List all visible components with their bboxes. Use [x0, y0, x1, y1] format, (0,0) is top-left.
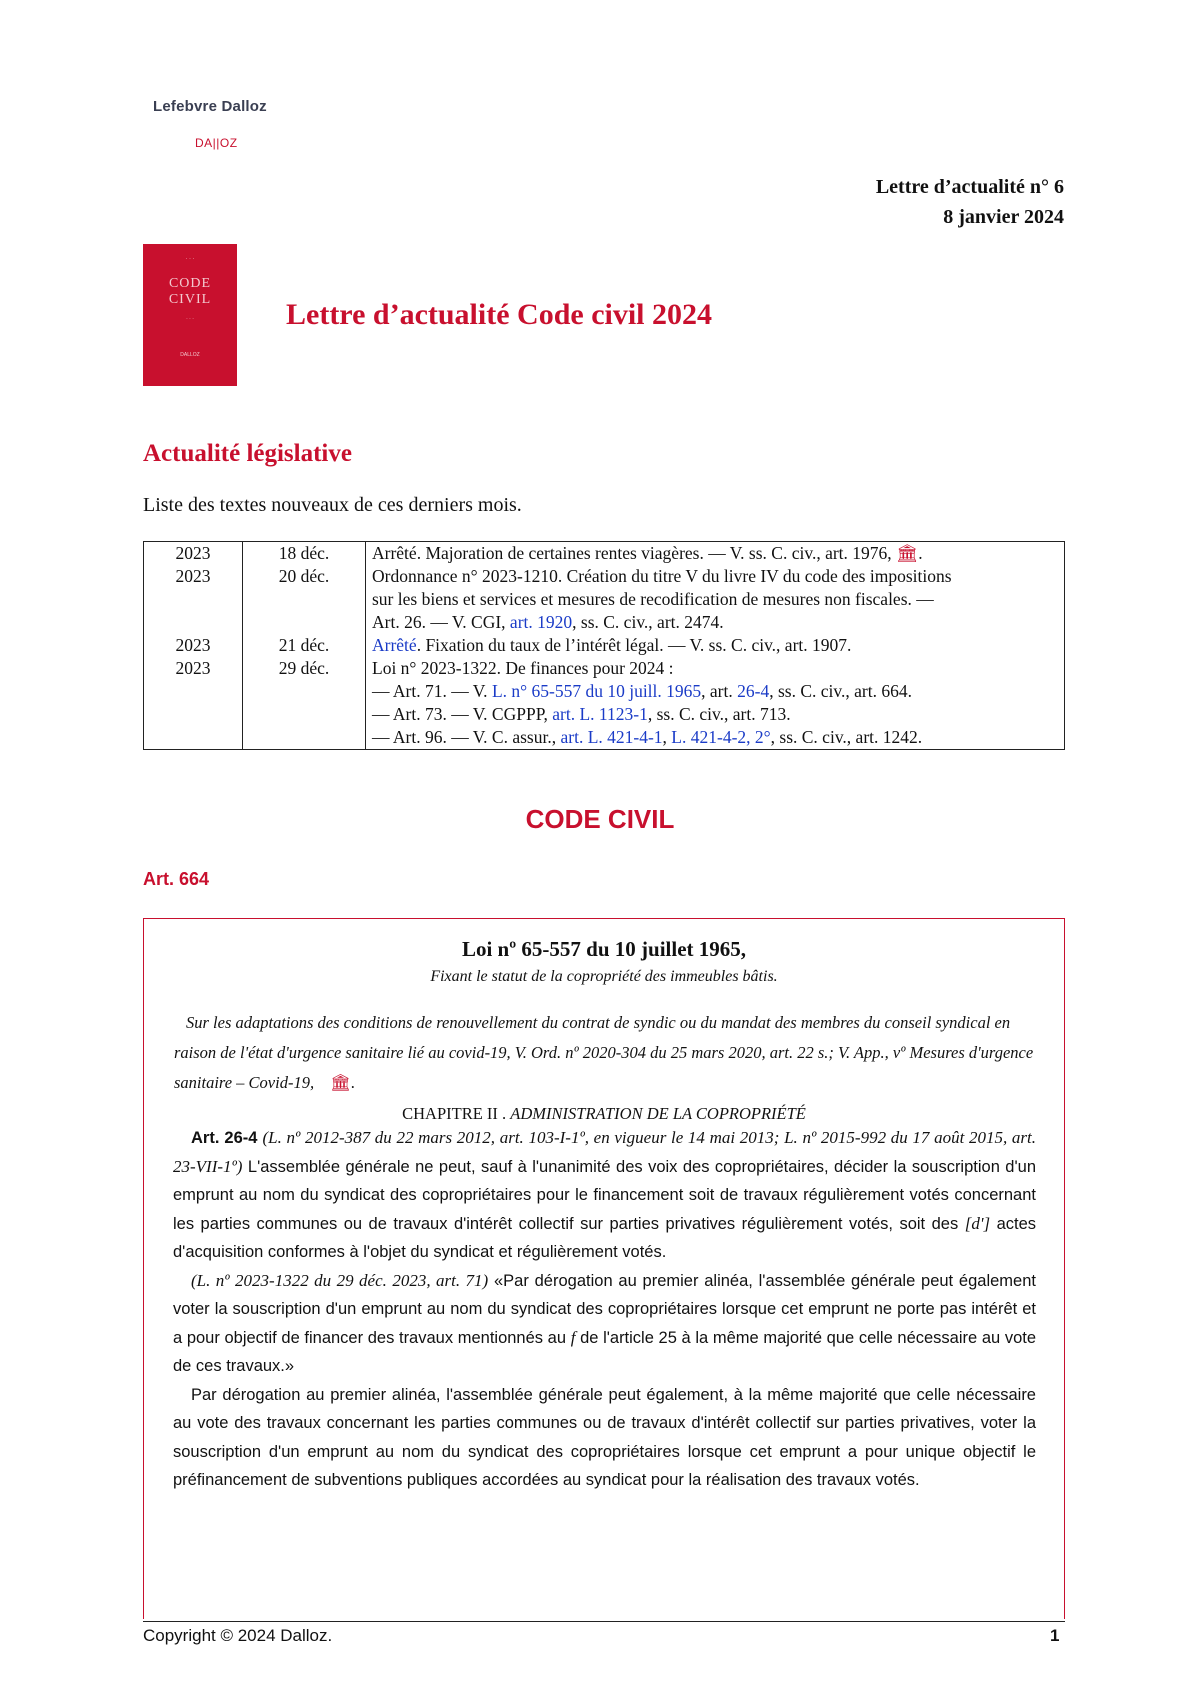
- row-text-line: Loi n° 2023-1322. De finances pour 2024 :: [372, 658, 674, 678]
- text-segment: — Art. 71. — V.: [372, 681, 492, 701]
- cover-title-line1: CODE: [168, 276, 212, 291]
- cover-title-line2: CIVIL: [168, 292, 212, 307]
- paragraph: [173, 1267, 1036, 1381]
- text-segment: , ss. C. civ., art. 713.: [647, 704, 791, 724]
- code-civil-cover: [143, 244, 237, 386]
- letter-header: [876, 172, 1064, 232]
- chapter-number: CHAPITRE II .: [402, 1104, 507, 1123]
- row-date: 18 déc.: [243, 542, 366, 566]
- law-subtitle: Fixant le statut de la copropriété des immeubles bâtis.: [430, 968, 778, 985]
- law-box: [143, 918, 1065, 1619]
- row-text: Arrêté. Majoration de certaines rentes viagères. — V. ss. C. civ., art. 1976, 🏛.: [366, 542, 1065, 566]
- paragraph: Par dérogation au premier alinéa, l'assemblée générale peut également, à la même majorité que celle nécessaire au vote des travaux concernant les parties communes ou de travaux d'intérêt collectif sur parties privatives, voter la souscription d'un emprunt au nom du syndicat des copropriétaires lorsque cet emprunt a pour unique objectif le préfinancement de subventions publiques accordées au syndicat pour la réalisation des travaux votés.: [173, 1385, 1036, 1489]
- text-segment: , ss. C. civ., art. 664.: [769, 681, 912, 701]
- cover-publisher: DALLOZ: [180, 352, 200, 358]
- chapter-title: ADMINISTRATION DE LA COPROPRIÉTÉ: [510, 1104, 806, 1123]
- chapter-heading: [144, 1104, 1064, 1124]
- text-segment: ,: [662, 727, 672, 747]
- link-art-1920[interactable]: art. 1920: [509, 612, 573, 632]
- letter-number: Lettre d’actualité n° 6: [875, 176, 1064, 198]
- link-art-26-4[interactable]: 26-4: [737, 681, 770, 701]
- row-date: 29 déc.: [243, 657, 366, 750]
- paragraph-reference: (L. nº 2023-1322 du 29 déc. 2023, art. 71): [191, 1270, 489, 1290]
- row-year: 2023: [144, 634, 243, 657]
- text-segment: — Art. 73. — V. CGPPP,: [372, 704, 553, 724]
- dalloz-logo: DA||OZ: [195, 136, 238, 150]
- row-text-line: Arrêté. Majoration de certaines rentes viagères. — V. ss. C. civ., art. 1976,: [372, 543, 897, 563]
- news-table: [143, 541, 1065, 750]
- page-title: Lettre d’actualité Code civil 2024: [286, 298, 713, 331]
- row-text-line: [372, 726, 1058, 749]
- paragraph-text: «Par dérogation au premier alinéa, l'assemblée générale peut également voter la souscription d'un emprunt au nom du syndicat des copropriétaires lorsque cet emprunt ne porte pas intérêt et a pour objectif de financer des travaux mentionnés au: [173, 1271, 1036, 1347]
- row-year: 2023: [144, 542, 243, 566]
- tribunal-icon[interactable]: 🏛: [330, 1073, 352, 1092]
- row-text: [366, 634, 1065, 657]
- row-date: 20 déc.: [243, 565, 366, 634]
- footer-divider: [143, 1621, 1065, 1622]
- footer-copyright: Copyright © 2024 Dalloz.: [143, 1626, 333, 1645]
- cover-mid-line: · · ·: [186, 316, 194, 322]
- link-art-l-1123-1[interactable]: art. L. 1123-1: [552, 704, 648, 724]
- law-title: Loi nº 65-557 du 10 juillet 1965,: [461, 937, 747, 961]
- row-text-line: [372, 680, 1058, 703]
- link-art-l-421-4-1[interactable]: art. L. 421-4-1: [560, 727, 663, 747]
- link-arrete[interactable]: Arrêté: [372, 635, 417, 655]
- link-l-421-4-2[interactable]: L. 421-4-2, 2°: [671, 727, 771, 747]
- row-year: 2023: [144, 657, 243, 750]
- row-date: 21 déc.: [243, 634, 366, 657]
- letter-date: 8 janvier 2024: [943, 206, 1064, 228]
- row-text-line: sur les biens et services et mesures de recodification de mesures non fiscales. —: [372, 589, 934, 609]
- paragraph: [173, 1124, 1036, 1267]
- page-number: 1: [1050, 1626, 1060, 1645]
- table-row: [144, 657, 1065, 750]
- row-text-line: Ordonnance n° 2023-1210. Création du titre V du livre IV du code des impositions: [372, 566, 952, 586]
- paragraph-text: de l'article 25 à la même majorité que celle nécessaire au vote de ces travaux.»: [173, 1328, 1037, 1375]
- code-civil-heading: CODE CIVIL: [525, 804, 675, 834]
- paragraph-reference: (L. nº 2012-387 du 22 mars 2012, art. 103-I-1º, en vigueur le 14 mai 2013; L. nº 2015-992 du 17 août 2015, art. 23-VII-1º): [173, 1128, 1036, 1176]
- paragraph-text: actes d'acquisition conformes à l'objet du syndicat et régulièrement votés.: [173, 1214, 1036, 1261]
- paragraph-text: L'assemblée générale ne peut, sauf à l'unanimité des voix des copropriétaires, décider la souscription d'un emprunt au nom du syndicat des copropriétaires pour le financement soit de travaux régulièrement votés concernant les parties communes ou de travaux d'intérêt collectif sur parties privatives régulièrement votés, soit des: [173, 1157, 1036, 1233]
- text-segment: , ss. C. civ., art. 1242.: [770, 727, 923, 747]
- brand-logo: Lefebvre Dalloz: [153, 98, 267, 115]
- text-segment: — Art. 96. — V. C. assur.,: [372, 727, 561, 747]
- row-text: [366, 565, 1065, 634]
- link-loi-65-557[interactable]: L. n° 65-557 du 10 juill. 1965: [491, 681, 702, 701]
- tribunal-icon[interactable]: 🏛: [896, 543, 919, 563]
- article-number: Art. 26-4: [191, 1129, 258, 1147]
- law-note-text: Sur les adaptations des conditions de renouvellement du contrat de syndic ou du mandat des membres du conseil syndical en raison de l'état d'urgence sanitaire lié au covid-19, V. Ord. nº 2020-304 du 25 mars 2020, art. 22 s.; V. App., vº Mesures d'urgence sanitaire – Covid-19,: [174, 1013, 1034, 1092]
- table-row: [144, 565, 1065, 634]
- paragraph-insert: f: [570, 1327, 576, 1347]
- table-row: [144, 634, 1065, 657]
- text-segment: , ss. C. civ., art. 2474.: [572, 612, 724, 632]
- row-text-line: [372, 611, 1058, 634]
- table-row: [144, 542, 1065, 566]
- row-text-line: [372, 703, 1058, 726]
- cover-top-line: · · ·: [185, 256, 195, 262]
- section-intro: Liste des textes nouveaux de ces derniers mois.: [143, 494, 522, 516]
- paragraph-insert: [d']: [964, 1213, 991, 1233]
- text-segment: . Fixation du taux de l’intérêt légal. — V. ss. C. civ., art. 1907.: [416, 635, 852, 655]
- article-label: Art. 664: [143, 869, 210, 889]
- row-year: 2023: [144, 565, 243, 634]
- section-title: Actualité législative: [143, 440, 352, 467]
- text-segment: Art. 26. — V. CGI,: [372, 612, 510, 632]
- text-segment: , art.: [701, 681, 738, 701]
- law-note: Sur les adaptations des conditions de renouvellement du contrat de syndic ou du mandat des membres du conseil syndical en raison de l'état d'urgence sanitaire lié au covid-19, V. Ord. nº 2020-304 du 25 mars 2020, art. 22 s.; V. App., vº Mesures d'urgence sanitaire – Covid-19, 🏛.: [174, 1008, 1036, 1098]
- cover-title: [143, 276, 237, 308]
- row-text: [366, 657, 1065, 750]
